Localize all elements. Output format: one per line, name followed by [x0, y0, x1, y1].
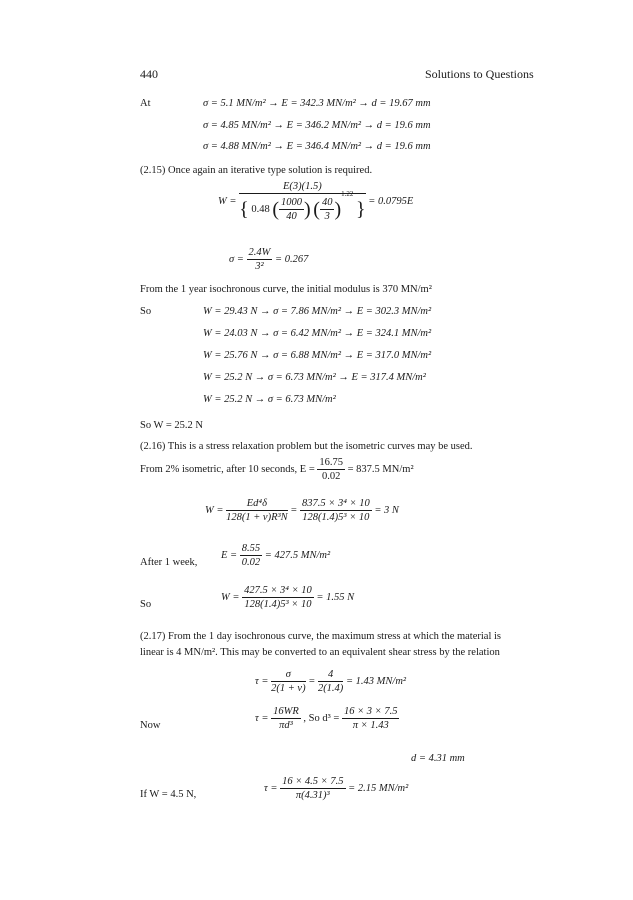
- numerator: 40: [321, 197, 333, 209]
- q216-so-equation: [221, 584, 354, 611]
- eq-rhs: = 427.5 MN/m²: [264, 550, 331, 561]
- eq-lhs: W =: [205, 505, 224, 516]
- iteration-row: W = 24.03 N → σ = 6.42 MN/m² → E = 324.1 MN/m²: [203, 328, 432, 339]
- denominator: 2(1.4): [317, 683, 344, 694]
- q217-tau-equation: [255, 668, 406, 695]
- denominator: 128(1 + ν)R³N: [226, 512, 288, 523]
- numerator: 16 × 3 × 7.5: [343, 706, 398, 717]
- numerator: Ed⁴δ: [226, 497, 288, 511]
- eq-lhs: E =: [221, 550, 238, 561]
- week-label: After 1 week,: [140, 557, 198, 568]
- iteration-row: W = 25.2 N → σ = 6.73 MN/m² → E = 317.4 MN/m²: [203, 372, 426, 383]
- numerator: 2.4W: [248, 247, 271, 258]
- fraction: [239, 180, 366, 223]
- q215-w-equation: [218, 180, 413, 223]
- exponent: 1.22: [341, 190, 354, 198]
- eq-rhs: = 0.0795E: [368, 196, 414, 208]
- at-label: At: [140, 98, 151, 109]
- iteration-row: σ = 4.85 MN/m² → E = 346.2 MN/m² → d = 19.6 mm: [203, 120, 431, 131]
- eq-rhs: = 2.15 MN/m²: [348, 783, 409, 794]
- denominator: π × 1.43: [352, 720, 389, 731]
- eq-rhs: = 0.267: [275, 254, 309, 265]
- equals: =: [308, 676, 316, 687]
- fraction: [271, 668, 306, 695]
- fraction: [317, 456, 345, 483]
- fraction: [271, 705, 301, 732]
- q216-w-equation: [205, 497, 399, 524]
- if-label: If W = 4.5 N,: [140, 789, 197, 800]
- fraction: [247, 246, 273, 273]
- numerator: 4: [318, 668, 343, 682]
- fraction: [240, 542, 262, 569]
- fraction: [280, 775, 345, 802]
- denominator: { 0.48 ( $\frac{1000}{40}$ ) ( $\frac{40}{3}$ )$^{1.22}$ }: [239, 190, 366, 223]
- q215-intro: (2.15) Once again an iterative type solution is required.: [140, 165, 373, 176]
- eq-rhs: = 1.43 MN/m²: [345, 676, 407, 687]
- numerator: 1000: [281, 197, 302, 209]
- iteration-row: σ = 5.1 MN/m² → E = 342.3 MN/m² → d = 19.67 mm: [203, 98, 431, 109]
- numerator: 8.55: [241, 543, 261, 554]
- iteration-row: W = 25.76 N → σ = 6.88 MN/m² → E = 317.0 MN/m²: [203, 350, 432, 361]
- denominator: πd³: [279, 720, 293, 731]
- q216-intro: (2.16) This is a stress relaxation problem but the isometric curves may be used.: [140, 441, 473, 452]
- separator: , So d³ =: [303, 713, 340, 724]
- eq-lhs: From 2% isometric, after 10 seconds, E =: [140, 464, 315, 475]
- fraction: [226, 497, 288, 524]
- iteration-row: σ = 4.88 MN/m² → E = 346.4 MN/m² → d = 19.6 mm: [203, 141, 431, 152]
- q216-e-equation: [140, 456, 414, 483]
- now-label: Now: [140, 720, 161, 731]
- q217-now-equation: [255, 705, 399, 732]
- numerator: 16WR: [273, 706, 299, 717]
- so-label: So: [140, 306, 152, 317]
- running-title: Solutions to Questions: [425, 67, 534, 81]
- q215-sigma-equation: [229, 246, 308, 273]
- eq-lhs: τ =: [264, 783, 278, 794]
- iteration-row: W = 29.43 N → σ = 7.86 MN/m² → E = 302.3 MN/m²: [203, 306, 432, 317]
- denominator: π(4.31)³: [295, 790, 330, 801]
- numerator: 427.5 × 3⁴ × 10: [244, 585, 312, 596]
- so-label: So: [140, 599, 152, 610]
- eq-lhs: τ =: [255, 713, 269, 724]
- eq-rhs: = 1.55 N: [316, 592, 355, 603]
- q215-conclusion: So W = 25.2 N: [140, 420, 203, 431]
- denominator: 3²: [255, 261, 264, 272]
- coefficient: 0.48: [251, 204, 270, 215]
- denominator: 2(1 + ν): [271, 683, 306, 694]
- denominator: 40: [286, 211, 297, 223]
- q217-line1: (2.17) From the 1 day isochronous curve, the maximum stress at which the material is: [140, 631, 502, 642]
- denominator: 0.02: [322, 471, 341, 482]
- numerator: σ: [271, 668, 306, 682]
- q217-line2: linear is 4 MN/m². This may be converted to an equivalent shear stress by the relation: [140, 647, 500, 658]
- numerator: E(3)(1.5): [239, 180, 366, 194]
- equals: =: [290, 505, 298, 516]
- denominator: 128(1.4)5³ × 10: [302, 512, 370, 523]
- eq-lhs: τ =: [255, 676, 269, 687]
- q215-modulus-text: From the 1 year isochronous curve, the initial modulus is 370 MN/m²: [140, 284, 432, 295]
- numerator: 837.5 × 3⁴ × 10: [302, 498, 370, 509]
- fraction: [242, 584, 314, 611]
- eq-rhs: = 837.5 MN/m²: [347, 464, 414, 475]
- eq-lhs: W =: [221, 592, 240, 603]
- denominator: 128(1.4)5³ × 10: [244, 599, 312, 610]
- fraction: [318, 668, 343, 695]
- fraction: [342, 705, 400, 732]
- q217-if-equation: [264, 775, 408, 802]
- denominator: 3: [324, 211, 330, 223]
- numerator: 16.75: [319, 457, 344, 468]
- fraction: [300, 497, 372, 524]
- d-result: d = 4.31 mm: [411, 753, 465, 764]
- eq-lhs: W =: [218, 196, 237, 208]
- denominator: 0.02: [241, 557, 261, 568]
- iteration-row: W = 25.2 N → σ = 6.73 MN/m²: [203, 394, 336, 405]
- eq-lhs: σ =: [229, 254, 244, 265]
- numerator: 16 × 4.5 × 7.5: [282, 776, 344, 787]
- page-number: 440: [140, 67, 158, 81]
- eq-rhs: = 3 N: [374, 505, 399, 516]
- q216-week-equation: [221, 542, 330, 569]
